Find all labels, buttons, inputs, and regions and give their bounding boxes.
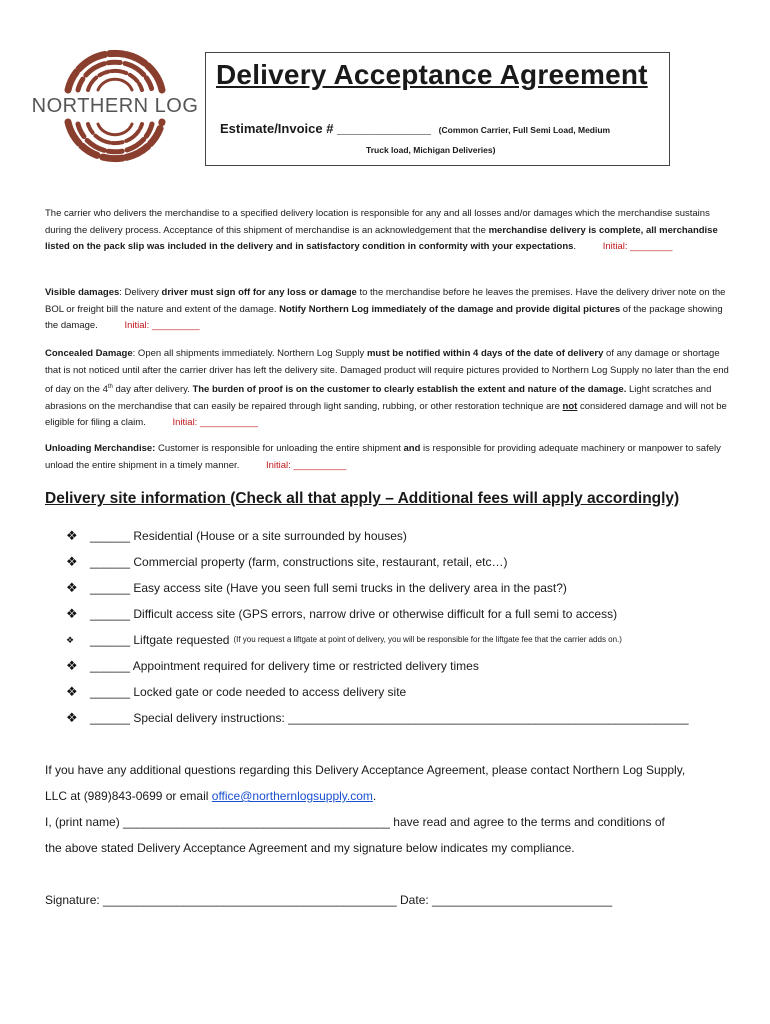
- compliance-line: the above stated Delivery Acceptance Agreement and my signature below indicates my compliance.: [45, 841, 575, 855]
- signature-date-line[interactable]: Signature: ____________________________________________ Date: ___________________________: [45, 893, 613, 907]
- checklist-item-label: ______ Commercial property (farm, constructions site, restaurant, retail, etc…): [90, 555, 508, 569]
- paragraph-concealed-damage: [45, 346, 735, 432]
- para4-bold-a: Unloading Merchandise:: [45, 443, 156, 454]
- para3-text-d: Light scratches and abrasions on the merchandise that can easily be repaired through light sanding, rubbing, or other restoration technique are: [45, 384, 712, 412]
- checklist-item-label: ______ Locked gate or code needed to access delivery site: [90, 685, 407, 699]
- checklist-item-locked-gate[interactable]: [66, 679, 746, 705]
- logo-text: NORTHERN LOG: [31, 95, 199, 117]
- para3-text-b: of any damage or shortage that is not noticed until after the carrier driver has left the delivery site. Damaged product will require pictures provided to Northern Log Supply no later than the end of day on the 4: [45, 348, 729, 396]
- para3-sup: th: [107, 384, 113, 390]
- para2-bold-b: driver must sign off for any loss or damage: [161, 287, 357, 298]
- para3-bold-b: must be notified within 4 days of the date of delivery: [366, 348, 604, 359]
- checklist-item-label: ______ Difficult access site (GPS errors, narrow drive or otherwise difficult for a full semi to access): [90, 607, 618, 621]
- checklist-item-label: ______ Easy access site (Have you seen full semi trucks in the delivery area in the past?): [90, 581, 567, 595]
- checklist-item-label: ______ Residential (House or a site surrounded by houses): [90, 529, 407, 543]
- checklist-item-special-instructions[interactable]: [66, 705, 746, 731]
- diamond-bullet-icon: ❖: [66, 606, 78, 621]
- diamond-bullet-icon: ❖: [66, 635, 75, 645]
- checklist-item-appointment[interactable]: [66, 653, 746, 679]
- initial-field-1[interactable]: Initial: ________: [602, 241, 673, 252]
- diamond-bullet-icon: ❖: [66, 554, 78, 569]
- para3-text-e: considered damage and will not be eligible for filing a claim.: [45, 400, 727, 429]
- para1-text-a: The carrier who delivers the merchandise to a specified delivery location is responsible for any and all losses and/or damages which the merchandise sustains during the delivery process. Acceptance of this shipment of merchandise is an acknowledgement that the: [45, 208, 710, 236]
- contact-period: .: [372, 789, 377, 803]
- para3-bold-c: The burden of proof is on the customer to clearly establish the extent and nature of the damage.: [192, 384, 627, 396]
- para1-bold-a: merchandise delivery is complete, all merchandise listed on the pack slip was included in the delivery and in satisfactory condition in conformity with your expectations: [45, 224, 718, 252]
- initial-field-4[interactable]: Initial: __________: [265, 459, 347, 471]
- para2-text-a: : Delivery: [119, 287, 162, 298]
- liftgate-note: (If you request a liftgate at point of delivery, you will be responsible for the liftgate fee that the carrier adds on.): [233, 635, 622, 644]
- invoice-line: [220, 121, 610, 136]
- paragraph-unloading: [45, 441, 735, 474]
- paragraph-visible-damages: [45, 285, 735, 335]
- checklist-item-commercial[interactable]: [66, 549, 746, 575]
- email-link[interactable]: office@northernlogsupply.com: [211, 789, 373, 803]
- para3-text-a: : Open all shipments immediately. Northern Log Supply: [132, 348, 367, 359]
- para3-bold-under: not: [562, 400, 578, 412]
- checklist-item-label: ______ Special delivery instructions: ____________________________________________________________: [90, 711, 689, 725]
- para2-text-b: to the merchandise before he leaves the premises. Have the delivery driver note on the BOL or freight bill the nature and extent of the damage.: [45, 287, 726, 315]
- contact-line-2: [45, 783, 745, 809]
- checklist-item-easy-access[interactable]: [66, 575, 746, 601]
- title-box: [205, 52, 670, 166]
- delivery-site-checklist: [66, 523, 746, 731]
- contact-line-1: If you have any additional questions regarding this Delivery Acceptance Agreement, please contact Northern Log Supply,: [45, 763, 686, 777]
- diamond-bullet-icon: ❖: [66, 658, 78, 673]
- checklist-item-difficult-access[interactable]: [66, 601, 746, 627]
- checklist-item-label: ______ Appointment required for delivery time or restricted delivery times: [90, 659, 479, 673]
- para3-bold-a: Concealed Damage: [45, 348, 133, 359]
- paragraph-carrier-responsibility: [45, 206, 735, 256]
- initial-field-3[interactable]: Initial: ___________: [172, 417, 259, 429]
- invoice-label: Estimate/Invoice # _____________: [220, 121, 432, 136]
- checklist-item-residential[interactable]: [66, 523, 746, 549]
- invoice-note-1: (Common Carrier, Full Semi Load, Medium: [438, 125, 611, 135]
- delivery-site-heading: Delivery site information (Check all that apply – Additional fees will apply accordingly): [45, 490, 680, 507]
- para4-bold-b: and: [403, 443, 421, 454]
- diamond-bullet-icon: ❖: [66, 684, 78, 699]
- para2-text-c: of the package showing the damage.: [45, 303, 723, 331]
- diamond-bullet-icon: ❖: [66, 710, 78, 725]
- para3-text-c: day after delivery.: [112, 384, 193, 396]
- para4-text-b: is responsible for providing adequate machinery or manpower to safely unload the entire shipment in a timely manner.: [45, 443, 721, 471]
- initial-field-2[interactable]: Initial: _________: [124, 320, 200, 331]
- invoice-note-2: Truck load, Michigan Deliveries): [366, 145, 496, 155]
- para1-text-b: .: [573, 241, 577, 252]
- diamond-bullet-icon: ❖: [66, 528, 78, 543]
- para2-bold-c: Notify Northern Log immediately of the damage and provide digital pictures: [279, 303, 621, 315]
- northern-log-logo: [31, 44, 199, 174]
- print-name-line[interactable]: I, (print name) ________________________________________ have read and agree to the terms and conditions of: [45, 815, 665, 829]
- page-title: Delivery Acceptance Agreement: [216, 59, 648, 90]
- checklist-item-liftgate[interactable]: [66, 627, 746, 653]
- para4-text-a: Customer is responsible for unloading the entire shipment: [155, 443, 404, 454]
- contact-text: LLC at (989)843-0699 or email: [45, 789, 212, 803]
- diamond-bullet-icon: ❖: [66, 580, 78, 595]
- checklist-item-label: ______ Liftgate requested: [90, 633, 230, 647]
- para2-bold-a: Visible damages: [45, 287, 120, 298]
